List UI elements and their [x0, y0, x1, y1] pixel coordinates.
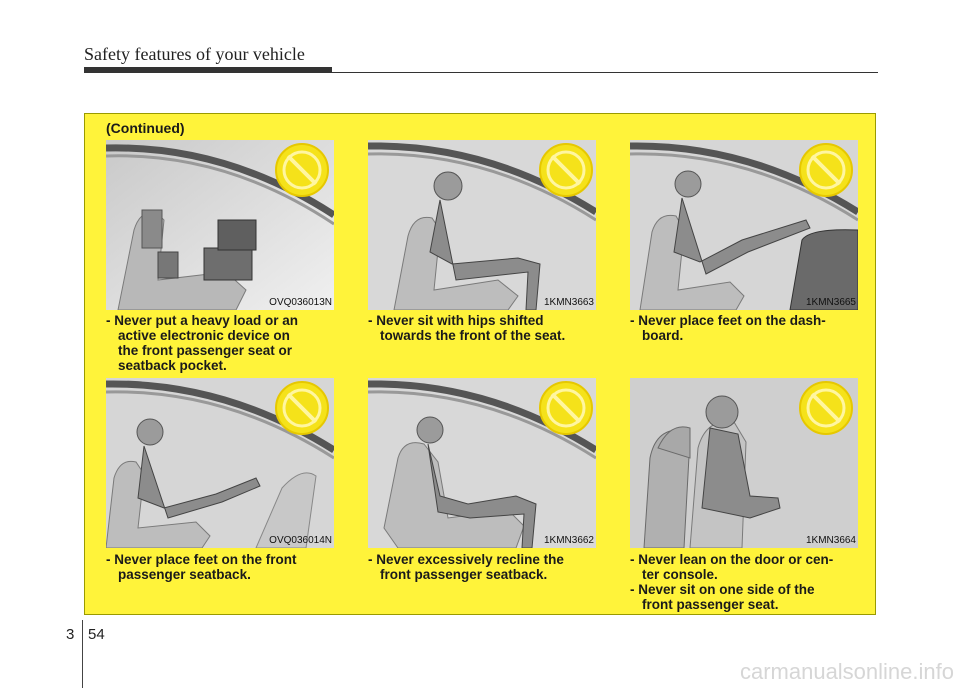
caption-line: board.: [642, 328, 684, 343]
prohibition-icon: [630, 378, 858, 548]
continued-label: (Continued): [106, 120, 185, 136]
caption-line: active electronic device on: [118, 328, 290, 343]
caption-hips-shifted: [368, 313, 598, 343]
caption-line: passenger seatback.: [118, 567, 251, 582]
figure-code: 1KMN3663: [543, 297, 594, 308]
caption-reclined: [368, 552, 598, 582]
chapter-number: 3: [66, 626, 75, 643]
figure-code: OVQ036014N: [269, 535, 332, 546]
caption-leaning: [630, 552, 860, 612]
caption-line: - Never place feet on the dash-: [630, 313, 826, 328]
caption-line: - Never put a heavy load or an: [106, 313, 299, 328]
footer-divider: [82, 620, 83, 688]
caption-line: the front passenger seat or: [118, 343, 293, 358]
watermark: carmanualsonline.info: [739, 659, 954, 684]
page-number: 54: [88, 626, 105, 643]
caption-line: seatback pocket.: [118, 358, 227, 373]
caption-line: - Never sit on one side of the: [630, 582, 815, 597]
figure-feet-seatback: [106, 378, 334, 548]
prohibition-icon: [630, 140, 858, 310]
caption-line: - Never lean on the door or cen-: [630, 552, 834, 567]
page-header-title: Safety features of your vehicle: [84, 44, 305, 64]
prohibition-icon: [106, 378, 334, 548]
figure-hips-shifted: [368, 140, 596, 310]
figure-reclined: [368, 378, 596, 548]
figure-leaning: [630, 378, 858, 548]
figure-code: 1KMN3665: [805, 297, 856, 308]
caption-heavy-load: [106, 313, 336, 373]
figure-code: 1KMN3664: [805, 535, 856, 546]
figure-code: 1KMN3662: [543, 535, 594, 546]
figure-heavy-load: [106, 140, 334, 310]
prohibition-icon: [368, 378, 596, 548]
figure-feet-dashboard: [630, 140, 858, 310]
caption-line: front passenger seatback.: [380, 567, 548, 582]
caption-line: towards the front of the seat.: [380, 328, 566, 343]
caption-line: - Never place feet on the front: [106, 552, 297, 567]
caption-line: front passenger seat.: [642, 597, 779, 612]
prohibition-icon: [368, 140, 596, 310]
caption-feet-dashboard: [630, 313, 860, 343]
caption-feet-seatback: [106, 552, 336, 582]
caption-line: - Never excessively recline the: [368, 552, 564, 567]
header-rule: [84, 72, 878, 73]
figure-code: OVQ036013N: [269, 297, 332, 308]
caption-line: ter console.: [642, 567, 718, 582]
caption-line: - Never sit with hips shifted: [368, 313, 544, 328]
prohibition-icon: [106, 140, 334, 310]
